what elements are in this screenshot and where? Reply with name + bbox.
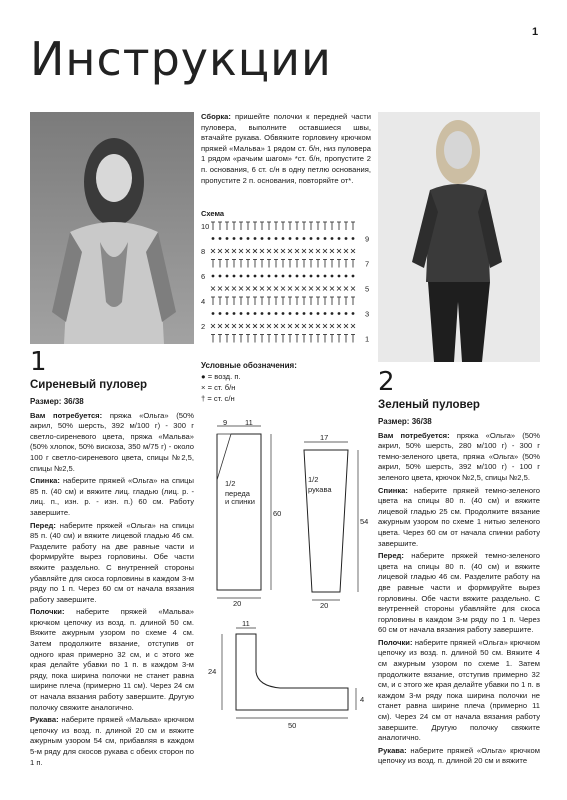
single-crochet-mark — [232, 287, 236, 291]
paragraph-text: наберите пряжей «Ольга» крючком цепочку из возд. п. длиной 20 см и вяжите — [378, 745, 540, 766]
legend-title: Условные обозначения: — [201, 361, 297, 370]
chain-stitch-mark — [219, 312, 222, 315]
panel-right-dim: 4 — [360, 695, 365, 704]
single-crochet-mark — [323, 287, 327, 291]
chain-stitch-mark — [233, 275, 236, 278]
chain-stitch-mark — [310, 237, 313, 240]
chain-stitch-mark — [289, 312, 292, 315]
front-label-c: и спинки — [225, 497, 255, 506]
pattern1-column — [30, 348, 194, 770]
chain-stitch-mark — [352, 275, 355, 278]
sleeve-label-b: рукава — [308, 485, 332, 494]
single-crochet-mark — [253, 287, 257, 291]
paragraph-lead: Рукава: — [30, 715, 59, 725]
single-crochet-mark — [267, 287, 271, 291]
single-crochet-mark — [274, 249, 278, 253]
paragraph-lead: Полочки: — [378, 637, 413, 647]
chart-row-number: 3 — [365, 309, 370, 319]
chain-stitch-mark — [261, 312, 264, 315]
chain-stitch-mark — [212, 312, 215, 315]
single-crochet-mark — [288, 249, 292, 253]
legend-item-text: = ст. б/н — [207, 383, 236, 392]
pattern2-paragraph — [378, 431, 540, 484]
chain-stitch-mark — [254, 312, 257, 315]
assembly-body: пришейте полочки к передней части пуловера, выполните оставшиеся швы, втачайте рукава. Обвяжите горловину крючком пряжей «Мальва» 1 рядом ст. б/н, низ пуловера 1 рядом «рачьим шагом» *ст. б/н, пропустите 2 п. основания, 6 ст. с/н в одну петлю основания, пропустите 2 п. основания, повторяйте от*. — [201, 112, 371, 185]
chain-stitch-mark — [268, 275, 271, 278]
single-crochet-mark — [344, 324, 348, 328]
chain-stitch-mark — [247, 312, 250, 315]
chain-stitch-mark — [303, 275, 306, 278]
single-crochet-mark — [351, 249, 355, 253]
single-crochet-mark — [281, 249, 285, 253]
single-crochet-mark — [281, 287, 285, 291]
chain-stitch-mark — [282, 237, 285, 240]
chain-stitch-mark — [240, 275, 243, 278]
paragraph-lead: Рукава: — [378, 745, 407, 755]
chain-stitch-mark — [240, 312, 243, 315]
chain-stitch-mark — [275, 237, 278, 240]
single-crochet-mark — [218, 324, 222, 328]
chain-stitch-mark — [352, 237, 355, 240]
chart-row-number: 2 — [201, 322, 206, 331]
single-crochet-mark — [344, 249, 348, 253]
single-crochet-mark — [351, 324, 355, 328]
single-crochet-mark — [337, 249, 341, 253]
panel-pattern-diagram — [200, 618, 370, 730]
single-crochet-mark — [211, 324, 215, 328]
chain-stitch-mark — [296, 275, 299, 278]
single-crochet-mark — [246, 287, 250, 291]
single-crochet-mark — [218, 287, 222, 291]
chain-stitch-mark — [338, 275, 341, 278]
single-crochet-mark — [323, 324, 327, 328]
chain-stitch-mark — [310, 312, 313, 315]
chain-stitch-mark — [282, 312, 285, 315]
single-crochet-mark — [337, 324, 341, 328]
single-crochet-mark — [281, 324, 285, 328]
chart-row-number: 1 — [365, 334, 370, 344]
chain-stitch-mark — [296, 237, 299, 240]
single-crochet-symbol: × — [201, 383, 206, 392]
single-crochet-mark — [267, 324, 271, 328]
front-label-b: переда — [225, 489, 250, 498]
single-crochet-mark — [288, 324, 292, 328]
single-crochet-mark — [225, 287, 229, 291]
chain-stitch-mark — [275, 312, 278, 315]
chain-stitch-mark — [345, 312, 348, 315]
chain-stitch-mark — [338, 237, 341, 240]
single-crochet-mark — [260, 249, 264, 253]
chain-stitch-mark — [331, 237, 334, 240]
front-label-a: 1/2 — [225, 479, 236, 488]
legend-item — [201, 393, 297, 404]
chart-row-number: 10 — [201, 222, 210, 231]
pattern2-name: Зеленый пуловер — [378, 399, 480, 411]
single-crochet-mark — [232, 324, 236, 328]
paragraph-text: наберите пряжей «Мальва» крючком цепочку из возд. п. длиной 20 см и вяжите ажурным узором 54 см, прибавляя в каждом 5-м ряду для скосов рукава с обеих сторон по 1 п. — [30, 715, 194, 767]
pattern2-size: Размер: 36/38 — [378, 417, 432, 426]
chain-stitch-mark — [338, 312, 341, 315]
chain-stitch-mark — [345, 237, 348, 240]
chain-stitch-mark — [331, 275, 334, 278]
sleeve-side-dim: 54 — [360, 517, 369, 526]
single-crochet-mark — [309, 287, 313, 291]
chain-stitch-mark — [324, 312, 327, 315]
chain-stitch-mark — [317, 312, 320, 315]
pattern1-paragraph — [30, 715, 194, 768]
single-crochet-mark — [337, 287, 341, 291]
chain-stitch-mark — [219, 237, 222, 240]
pattern2-paragraph — [378, 746, 540, 767]
legend-item-text: = возд. п. — [207, 372, 241, 381]
pattern1-paragraph — [30, 521, 194, 606]
single-crochet-mark — [211, 287, 215, 291]
paragraph-text: пряжа «Ольга» (50% акрил, 50% шерсть, 392 м/100 г) - 300 г светло-сиреневого цвета, пряжа «Мальва» (50% хлопок, 50% вискоза, 350 м/75 г) - около 100 г светло-сиреневого цвета, спицы №2,5, спицы №2,5. — [30, 410, 194, 473]
paragraph-text: наберите пряжей темно-зеленого цвета на спицы 80 п. (40 см) и вяжите лицевой гладью 25 см. Продолжите вязание ажурным узором по схеме 1 нитью зеленого цвета. Через 60 см от начала спинки работу завершите. — [378, 485, 540, 548]
chain-stitch-mark — [352, 312, 355, 315]
single-crochet-mark — [260, 324, 264, 328]
pattern1-paragraph — [30, 607, 194, 713]
single-crochet-mark — [239, 287, 243, 291]
single-crochet-mark — [225, 249, 229, 253]
sleeve-label-a: 1/2 — [308, 475, 319, 484]
single-crochet-mark — [211, 249, 215, 253]
pattern2-column — [378, 368, 540, 769]
chain-stitch-mark — [324, 237, 327, 240]
panel-left-dim: 24 — [208, 667, 217, 676]
chain-stitch-mark — [212, 275, 215, 278]
single-crochet-mark — [295, 287, 299, 291]
chain-stitch-mark — [317, 237, 320, 240]
photo-green-sweater — [378, 112, 540, 362]
single-crochet-mark — [246, 324, 250, 328]
chain-stitch-mark — [289, 275, 292, 278]
paragraph-lead: Спинка: — [378, 485, 408, 495]
chain-stitch-mark — [331, 312, 334, 315]
pattern1-paragraph — [30, 411, 194, 475]
panel-top-dim: 11 — [242, 619, 250, 628]
chain-stitch-mark — [226, 275, 229, 278]
chart-row-number: 6 — [201, 272, 206, 281]
single-crochet-mark — [344, 287, 348, 291]
single-crochet-mark — [302, 249, 306, 253]
paragraph-lead: Вам потребуется: — [378, 430, 450, 440]
single-crochet-mark — [246, 249, 250, 253]
chain-stitch-mark — [268, 312, 271, 315]
page-number: 1 — [532, 26, 539, 38]
chain-stitch-mark — [296, 312, 299, 315]
chain-stitch-mark — [212, 237, 215, 240]
front-top-left-dim: 9 — [223, 420, 228, 427]
pattern2-paragraph — [378, 638, 540, 744]
chain-stitch-mark — [289, 237, 292, 240]
chart-row-number: 7 — [365, 259, 370, 269]
chain-stitch-mark — [247, 275, 250, 278]
legend-item — [201, 371, 297, 382]
single-crochet-mark — [316, 287, 320, 291]
pattern2-number: 2 — [378, 367, 395, 397]
legend-item — [201, 382, 297, 393]
sleeve-top-dim: 17 — [320, 433, 329, 442]
front-back-pattern-diagram — [205, 420, 287, 606]
pattern2-paragraph — [378, 486, 540, 550]
chart-row-number: 8 — [201, 247, 206, 256]
paragraph-text: пряжа «Ольга» (50% акрил, 50% шерсть, 280 м/100 г) - 300 г темно-зеленого цвета, пряжа «Ольга» (50% акрил, 50% шерсть, 392 м/100 г) - 100 г зеленого цвета, крючок №2,5, спицы №2,5. — [378, 430, 540, 482]
chain-stitch-mark — [247, 237, 250, 240]
legend-item-text: = ст. с/н — [207, 394, 235, 403]
single-crochet-mark — [239, 324, 243, 328]
single-crochet-mark — [309, 249, 313, 253]
chart-row-number: 9 — [365, 234, 370, 244]
sleeve-pattern-diagram — [296, 432, 376, 608]
paragraph-text: наберите пряжей темно-зеленого цвета на спицы 80 п. (40 см) и вяжите лицевой гладью 46 см. Разделите работу на две равные части и формируйте вырез горловины. Обе части вяжите раздельно. С внутренней стороны убавляйте для скоса горловины в каждом 3-м ряду по 1 п. Через 60 см от начала вязания работу завершите. — [378, 551, 540, 635]
paragraph-lead: Перед: — [378, 551, 404, 561]
pattern1-number: 1 — [30, 347, 47, 377]
chain-stitch-mark — [310, 275, 313, 278]
chain-stitch-mark — [268, 237, 271, 240]
front-top-right-dim: 11 — [245, 420, 253, 427]
pattern1-name: Сиреневый пуловер — [30, 379, 147, 391]
single-crochet-mark — [267, 249, 271, 253]
front-side-dim: 60 — [273, 509, 282, 518]
single-crochet-mark — [232, 249, 236, 253]
single-crochet-mark — [274, 287, 278, 291]
front-bottom-dim: 20 — [233, 599, 242, 606]
paragraph-text: наберите пряжей «Ольга» крючком цепочку из возд. п. длиной 50 см. Вяжите 4 см ажурным узором по схеме 1. Затем продолжите вязание, отступив примерно 32 см, и с этого же края делайте убавки по 1 п. в каждом 3-м ряду пока ширина полочки не станет равна ширине плеча (примерно 11 см). Через 24 см от начала вязания работу завершите. Другую полочку свяжите аналогично. — [378, 637, 540, 743]
crochet-chart — [199, 218, 375, 350]
sleeve-bottom-dim: 20 — [320, 601, 329, 608]
single-crochet-mark — [330, 287, 334, 291]
single-crochet-mark — [260, 287, 264, 291]
chain-stitch-mark — [261, 275, 264, 278]
single-crochet-mark — [302, 287, 306, 291]
single-crochet-mark — [316, 324, 320, 328]
single-crochet-mark — [295, 249, 299, 253]
chain-stitch-mark — [254, 237, 257, 240]
single-crochet-mark — [253, 324, 257, 328]
assembly-lead: Сборка: — [201, 112, 231, 121]
single-crochet-mark — [253, 249, 257, 253]
paragraph-text: наберите пряжей «Мальва» крючком цепочку из возд. п. длиной 50 см. Вяжите ажурным узором по схеме 4 см. Затем продолжите вязание, отступив от одного края примерно 32 см, и с этого же края делайте убавки по 1 п. в каждом 3-м ряду, пока ширина полочки не станет равна ширине плеча (примерно 11 см). Через 24 см от начала вязания работу завершите. Другую полочку свяжите аналогично. — [30, 607, 194, 712]
single-crochet-mark — [225, 324, 229, 328]
single-crochet-mark — [330, 324, 334, 328]
paragraph-text: наберите пряжей «Ольга» на спицы 85 п. (40 см) и вяжите лиц. гладью (лиц. р. - лиц. п., изн. р. - изн. п.) 60 см. Работу завершите. — [30, 476, 194, 517]
chain-stitch-mark — [317, 275, 320, 278]
paragraph-lead: Полочки: — [30, 607, 65, 617]
double-crochet-symbol: † — [201, 394, 206, 403]
chain-stitch-mark — [324, 275, 327, 278]
chain-stitch-mark — [233, 237, 236, 240]
single-crochet-mark — [295, 324, 299, 328]
chain-stitch-mark — [240, 237, 243, 240]
paragraph-lead: Спинка: — [30, 476, 60, 486]
single-crochet-mark — [330, 249, 334, 253]
chain-stitch-mark — [226, 312, 229, 315]
single-crochet-mark — [239, 249, 243, 253]
single-crochet-mark — [302, 324, 306, 328]
single-crochet-mark — [351, 287, 355, 291]
single-crochet-mark — [316, 249, 320, 253]
single-crochet-mark — [288, 287, 292, 291]
chain-stitch-mark — [303, 312, 306, 315]
pattern2-paragraph — [378, 551, 540, 636]
schema-title: Схема — [201, 209, 225, 218]
chain-stitch-symbol: ● — [201, 372, 206, 381]
single-crochet-mark — [323, 249, 327, 253]
chain-stitch-mark — [254, 275, 257, 278]
assembly-text — [201, 112, 371, 188]
pattern1-paragraph — [30, 476, 194, 518]
paragraph-lead: Вам потребуется: — [30, 410, 103, 420]
chain-stitch-mark — [303, 237, 306, 240]
chain-stitch-mark — [345, 275, 348, 278]
single-crochet-mark — [274, 324, 278, 328]
chart-row-number: 5 — [365, 284, 370, 294]
pattern1-size: Размер: 36/38 — [30, 397, 84, 406]
chain-stitch-mark — [226, 237, 229, 240]
page-title: Инструкции — [30, 32, 332, 86]
single-crochet-mark — [218, 249, 222, 253]
panel-bottom-dim: 50 — [288, 721, 297, 730]
chain-stitch-mark — [282, 275, 285, 278]
paragraph-text: наберите пряжей «Ольга» на спицы 85 п. (40 см) и вяжите лицевой гладью 46 см. Разделите работу на две равные части и формируйте вырез горловины. Обе части вяжите раздельно. С внутренней стороны убавляйте для скоса горловины в каждом 3-м ряду по 1 п. Через 60 см от начала вязания работу завершите. — [30, 520, 194, 604]
chain-stitch-mark — [233, 312, 236, 315]
legend — [201, 360, 297, 404]
chain-stitch-mark — [275, 275, 278, 278]
chain-stitch-mark — [261, 237, 264, 240]
single-crochet-mark — [309, 324, 313, 328]
paragraph-lead: Перед: — [30, 520, 56, 530]
photo-lilac-sweater — [30, 112, 194, 344]
chain-stitch-mark — [219, 275, 222, 278]
chart-row-number: 4 — [201, 297, 206, 306]
